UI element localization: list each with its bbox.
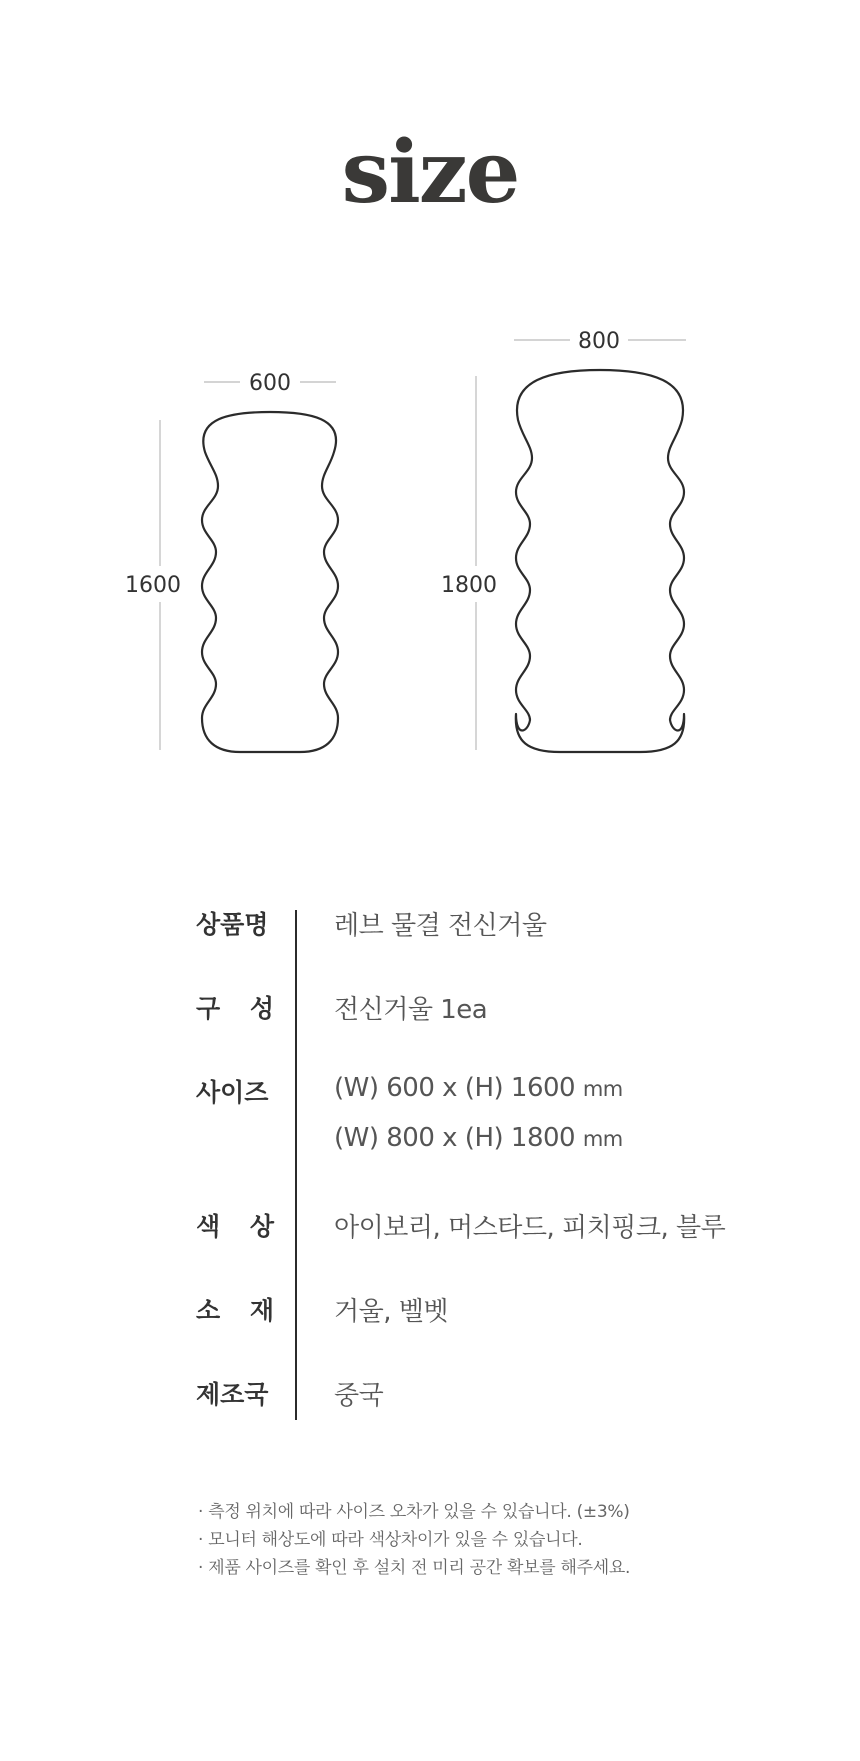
spec-divider	[295, 910, 297, 1420]
large-mirror-outline	[516, 370, 684, 752]
spec-label-material-1: 소	[196, 1296, 221, 1325]
spec-label-composition-2: 성	[249, 994, 274, 1023]
large-height-label: 1800	[441, 573, 497, 598]
spec-label-color	[196, 1207, 274, 1243]
note-item: · 모니터 해상도에 따라 색상차이가 있을 수 있습니다.	[198, 1530, 583, 1550]
notes	[198, 1498, 798, 1582]
size-diagram	[0, 300, 860, 780]
spec-value-origin: 중국	[334, 1381, 384, 1411]
small-mirror-outline	[202, 412, 338, 752]
spec-value-size-2	[334, 1123, 623, 1153]
small-mirror-dimensions	[118, 371, 336, 750]
spec-label-material-2: 재	[249, 1296, 274, 1325]
spec-value-material: 거울, 벨벳	[334, 1297, 448, 1327]
spec-label-material	[196, 1291, 274, 1327]
spec-value-size-1	[334, 1073, 623, 1103]
small-width-label: 600	[249, 371, 291, 396]
spec-label-composition	[196, 989, 274, 1025]
note-item: · 제품 사이즈를 확인 후 설치 전 미리 공간 확보를 해주세요.	[198, 1558, 631, 1578]
size-line-2: (W) 800 x (H) 1800	[334, 1123, 576, 1153]
spec-label-origin: 제조국	[196, 1380, 269, 1409]
page-title: size	[341, 122, 519, 223]
spec-value-composition: 전신거울 1ea	[334, 995, 488, 1025]
note-item: · 측정 위치에 따라 사이즈 오차가 있을 수 있습니다. (±3%)	[198, 1502, 630, 1522]
small-height-label: 1600	[125, 573, 181, 598]
spec-label-composition-1: 구	[196, 994, 221, 1023]
large-width-label: 800	[578, 329, 620, 354]
size-unit-1: mm	[582, 1077, 623, 1101]
spec-value-color: 아이보리, 머스타드, 피치핑크, 블루	[334, 1213, 726, 1243]
large-mirror-dimensions	[434, 329, 686, 750]
spec-label-color-1: 색	[196, 1212, 221, 1241]
spec-label-size: 사이즈	[196, 1078, 269, 1107]
size-line-1: (W) 600 x (H) 1600	[334, 1073, 576, 1103]
spec-value-name: 레브 물결 전신거울	[334, 911, 547, 941]
size-unit-2: mm	[582, 1127, 623, 1151]
spec-label-color-2: 상	[249, 1212, 274, 1241]
spec-label-name: 상품명	[196, 910, 269, 939]
